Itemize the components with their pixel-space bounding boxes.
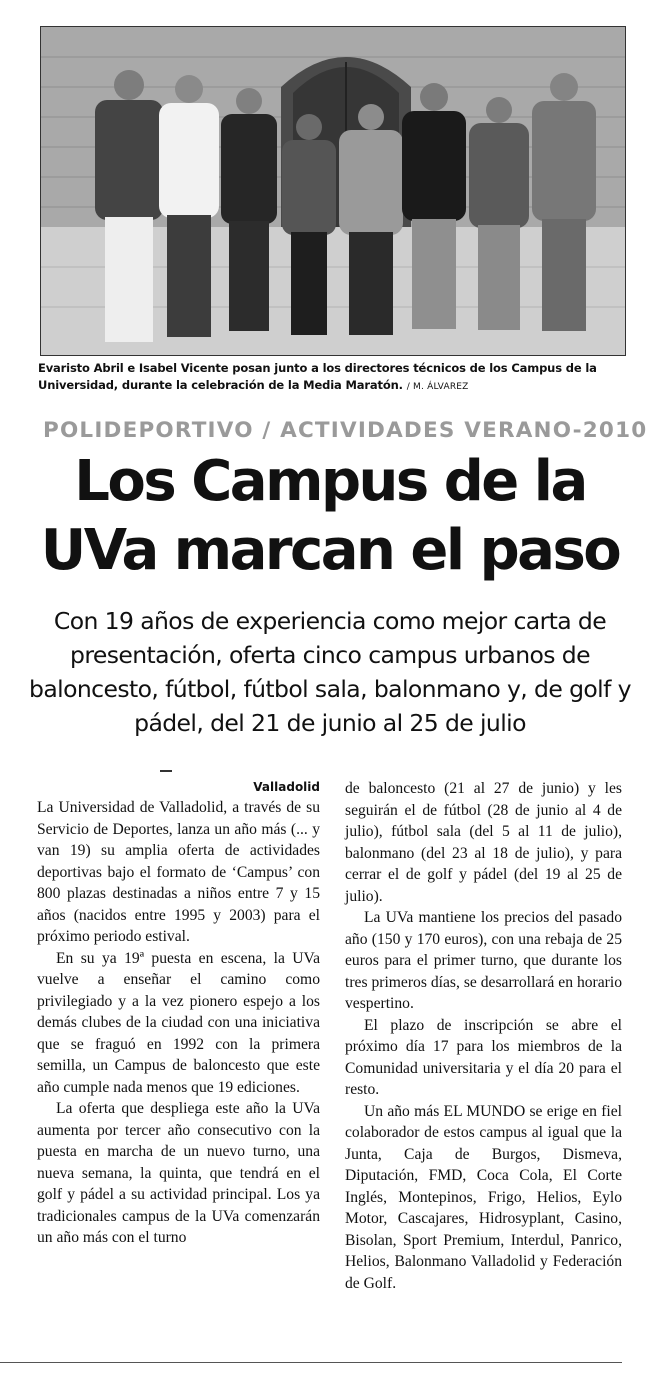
article-column-right bbox=[345, 778, 622, 1294]
paragraph: La UVa mantiene los precios del pasado año (150 y 170 euros), con una rebaja de 25 euros para el primer turno, que durante los tres primeros días, se desarrollará en horario vespertino. bbox=[345, 909, 622, 1012]
dateline: Valladolid bbox=[253, 780, 320, 794]
paragraph: La oferta que despliega este año la UVa aumenta por tercer año consecutivo con la puesta en marcha de un nuevo turno, una nueva semana, la quinta, que tendrá en el golf y pádel a su actividad principal. Los ya tradicionales campus de la UVa comenzarán un año más con el turno bbox=[37, 1100, 320, 1246]
bottom-rule bbox=[0, 1362, 622, 1363]
paragraph: Un año más EL MUNDO se erige en fiel colaborador de estos campus al igual que la Junta, Caja de Burgos, Dismeva, Diputación, FMD, Coca Cola, El Corte Inglés, Montepinos, Frigo, Helios, Eylo Motor, Cascajares, Hidrosyplant, Casino, Bisolan, Sport Premium, Interdul, Panrico, Helios, Balonmano Valladolid y Federación de Golf. bbox=[345, 1102, 622, 1292]
paragraph: El plazo de inscripción se abre el próximo día 17 para los miembros de la Comunidad universitaria y el día 20 para el resto. bbox=[345, 1016, 622, 1098]
photo-caption bbox=[38, 360, 630, 396]
paragraph: de baloncesto (21 al 27 de junio) y les seguirán el de fútbol (28 de junio al 4 de julio), fútbol sala (del 5 al 11 de julio), balonmano (del 23 al 18 de julio), y para cerrar el de golf y pádel (del 19 al 25 de julio). bbox=[345, 780, 622, 905]
caption-text: Evaristo Abril e Isabel Vicente posan junto a los directores técnicos de los Campus de la Universidad, durante la celebración de la Media Maratón. bbox=[38, 361, 597, 392]
group-photo bbox=[40, 26, 626, 356]
decorative-tick bbox=[160, 770, 172, 772]
photo-credit: / M. ÁLVAREZ bbox=[406, 382, 469, 392]
paragraph: La Universidad de Valladolid, a través de su Servicio de Deportes, lanza un año más (... y van 19) su amplia oferta de actividades deportivas bajo el formato de ‘Campus’ con 800 plazas destinadas a niños entre 7 y 15 años (nacidos entre 1995 y 2003) para el próximo periodo estival. bbox=[37, 799, 320, 945]
group-photo-illustration bbox=[41, 27, 625, 355]
section-label: POLIDEPORTIVO / ACTIVIDADES VERANO-2010 bbox=[43, 418, 648, 443]
headline: Los Campus de la UVa marcan el paso bbox=[40, 449, 620, 583]
article-column-left bbox=[37, 778, 320, 1249]
standfirst: Con 19 años de experiencia como mejor carta de presentación, oferta cinco campus urbanos de baloncesto, fútbol, fútbol sala, balonmano y, de golf y pádel, del 21 de junio al 25 de julio bbox=[29, 607, 631, 737]
paragraph: En su ya 19ª puesta en escena, la UVa vuelve a enseñar el camino como privilegiado y a la vez pionero espejo a los demás clubes de la ciudad con una iniciativa que se fraguó en 1992 con la primera semilla, un Campus de baloncesto que este año cumple nada menos que 19 ediciones. bbox=[37, 949, 320, 1096]
